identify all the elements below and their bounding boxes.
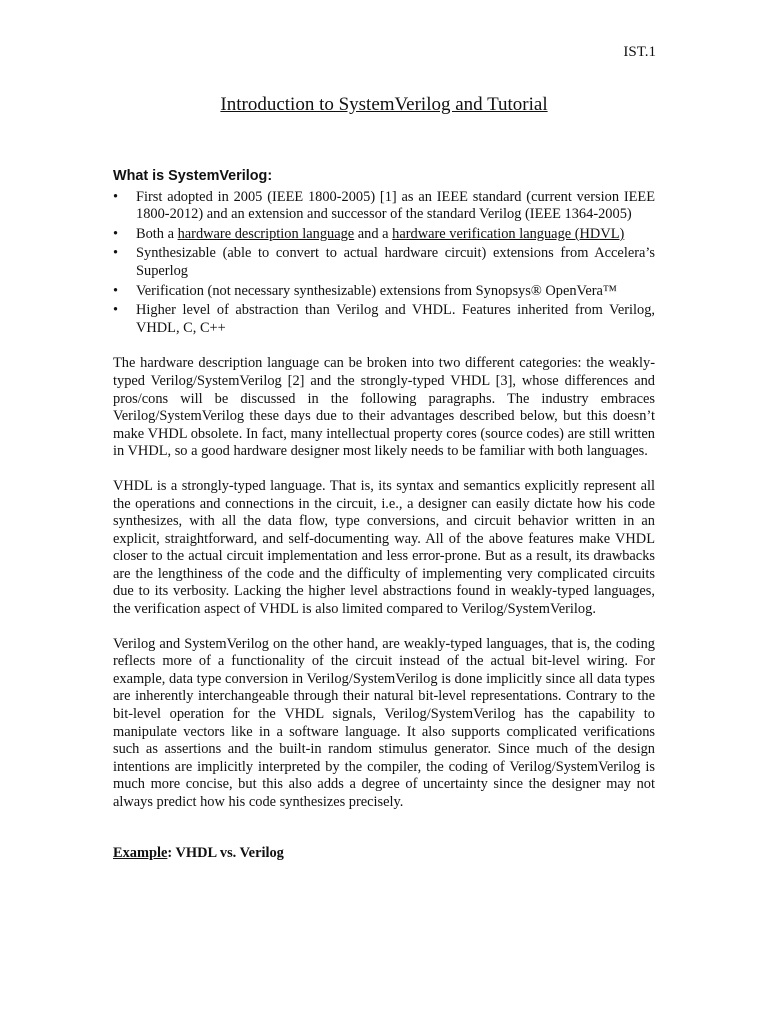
example-label: Example xyxy=(113,844,168,861)
list-item-text: First adopted in 2005 (IEEE 1800-2005) [1] as an IEEE standard (current version IEEE 1800-2012) and an extension and successor of the standard Verilog (IEEE 1364-2005) xyxy=(136,188,655,223)
list-item xyxy=(113,189,655,224)
bullet-marker: • xyxy=(113,302,119,319)
list-item-text-mid: and a xyxy=(354,225,393,242)
paragraph-intro: The hardware description language can be broken into two different categories: the weakly-typed Verilog/SystemVerilog [2] and the strongly-typed VHDL [3], whose differences and pros/cons will be discussed in the following paragraphs. The industry embraces Verilog/SystemVerilog these days due to their advantages described below, but this doesn’t make VHDL obsolete. In fact, many intellectual property cores (source codes) are still written in VHDL, so a good hardware designer most likely needs to be familiar with both languages. xyxy=(113,355,655,460)
bullet-marker: • xyxy=(113,225,119,242)
document-title-text: Introduction to SystemVerilog and Tutorial xyxy=(220,94,548,115)
list-item xyxy=(113,302,655,337)
list-item-text: Synthesizable (able to convert to actual hardware circuit) extensions from Accelera’s Superlog xyxy=(136,245,655,279)
paragraph-vhdl: VHDL is a strongly-typed language. That is, its syntax and semantics explicitly represent all the operations and connections in the circuit, i.e., a designer can easily dictate how his code synthesizes, with all the data flow, type conversions, and circuit behavior written in an explicit, straightforward, and self-documenting way. All of the above features make VHDL closer to the actual circuit implementation and less error-prone. But as a result, its drawbacks are the lengthiness of the code and the difficulty of implementing very complicated circuits due to its verbosity. Lacking the higher level abstractions found in weakly-typed languages, the verification aspect of VHDL is also limited compared to Verilog/SystemVerilog. xyxy=(113,477,655,618)
feature-list xyxy=(113,189,655,338)
page-number-label: IST.1 xyxy=(623,44,656,60)
list-item xyxy=(113,226,655,244)
paragraph-verilog: Verilog and SystemVerilog on the other hand, are weakly-typed languages, that is, the coding reflects more of a functionality of the circuit instead of the actual bit-level wiring. For example, data type conversion in Verilog/SystemVerilog is done implicitly since all data types are inherently interchangeable through their natural bit-level representations. Contrary to the bit-level operation for the VHDL signals, Verilog/SystemVerilog has the capability to manipulate vectors like in a software language. It also supports complicated verifications such as assertions and the built-in random stimulus generator. Since much of the design intentions are implicitly interpreted by the compiler, the coding of Verilog/SystemVerilog is much more concise, but this also adds a degree of uncertainty since the designer may not always predict how his code synthesizes precisely. xyxy=(113,635,655,810)
list-item-text-pre: Both a xyxy=(136,225,178,242)
list-item xyxy=(113,245,655,280)
document-body xyxy=(113,168,655,862)
hdl-link[interactable]: hardware description language xyxy=(177,225,355,242)
document-title xyxy=(0,94,768,116)
example-subtitle: : VHDL vs. Verilog xyxy=(167,844,284,861)
example-heading xyxy=(113,845,655,863)
list-item xyxy=(113,283,655,301)
hdvl-link[interactable]: hardware verification language (HDVL) xyxy=(392,225,625,242)
bullet-marker: • xyxy=(113,188,119,205)
bullet-marker: • xyxy=(113,282,119,299)
list-item-text: Verification (not necessary synthesizable) extensions from Synopsys® OpenVera™ xyxy=(136,282,618,299)
bullet-marker: • xyxy=(113,245,119,262)
list-item-text: Higher level of abstraction than Verilog and VHDL. Features inherited from Verilog, VHDL, C, C++ xyxy=(136,302,655,336)
section-heading: What is SystemVerilog: xyxy=(113,168,273,184)
list-item-text xyxy=(136,226,655,244)
